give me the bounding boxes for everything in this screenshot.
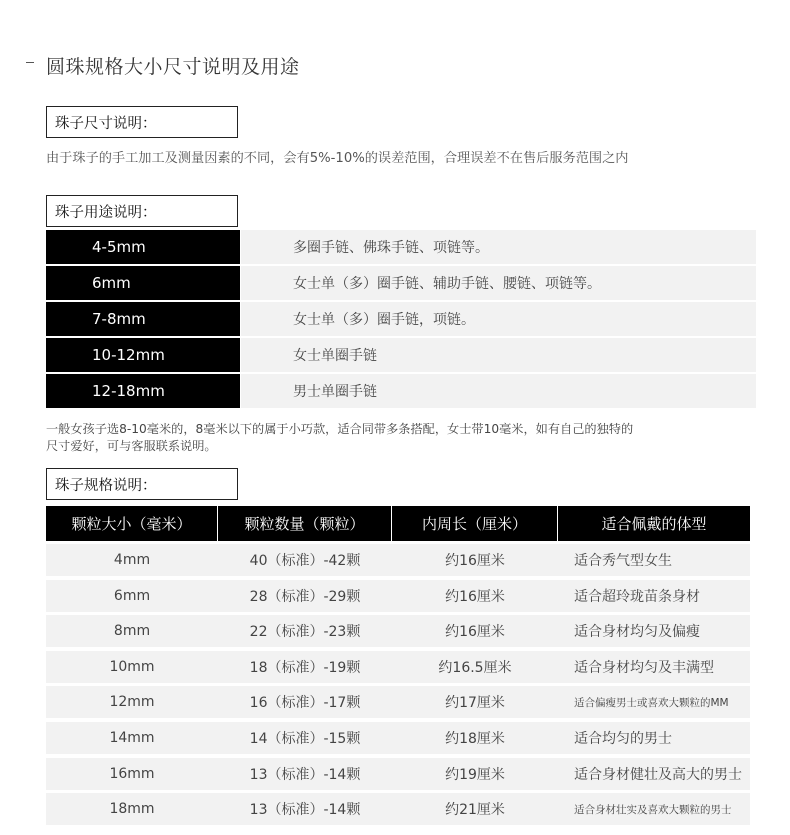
size-section-label: 珠子尺寸说明： [46,106,238,138]
table-row [46,580,750,612]
usage-row [46,338,756,372]
cell-body: 适合身材均匀及偏瘦 [574,624,700,641]
table-row [46,651,750,683]
usage-size: 6mm [46,266,240,300]
cell-count: 28（标准）-29颗 [249,588,361,605]
cell-size: 4mm [113,552,151,568]
cell-length: 约21厘米 [445,802,505,819]
table-row [46,686,750,718]
cell-length: 约18厘米 [445,730,505,747]
cell-length: 约16厘米 [445,624,505,641]
usage-row [46,230,756,264]
usage-desc: 多圈手链、佛珠手链、项链等。 [241,230,756,264]
cell-body: 适合身材均匀及丰满型 [574,659,714,676]
cell-count: 13（标准）-14颗 [249,766,361,783]
cell-size: 10mm [109,658,155,675]
cell-count: 16（标准）-17颗 [249,695,361,712]
usage-table [46,230,756,410]
table-row [46,722,750,754]
cell-size: 12mm [109,694,155,711]
cell-count: 14（标准）-15颗 [249,730,361,747]
cell-body: 适合身材健壮及高大的男士 [574,766,742,783]
cell-length: 约16.5厘米 [438,659,512,676]
cell-size: 16mm [109,765,155,782]
table-row [46,615,750,647]
table-row [46,793,750,825]
header-size: 颗粒大小（毫米） [46,506,218,541]
cell-body: 适合偏瘦男士或喜欢大颗粒的MM [574,696,729,709]
size-section-text: 由于珠子的手工加工及测量因素的不同，会有5%-10%的误差范围，合理误差不在售后服务范围之内 [46,151,629,166]
cell-count: 22（标准）-23颗 [249,624,361,641]
spec-table-header [46,506,750,541]
usage-note-line1: 一般女孩子选8-10毫米的，8毫米以下的属于小巧款，适合同带多条搭配，女士带10毫米，如有自己的独特的 [46,422,634,436]
cell-count: 18（标准）-19颗 [249,659,361,676]
cell-body: 适合超玲珑苗条身材 [574,588,700,605]
header-length: 内周长（厘米） [392,506,558,541]
cell-length: 约19厘米 [445,766,505,783]
spec-table [46,506,750,829]
cell-length: 约17厘米 [445,695,505,712]
usage-row [46,374,756,408]
table-row [46,544,750,576]
cell-length: 约16厘米 [445,553,505,569]
usage-desc: 女士单（多）圈手链，项链。 [241,302,756,336]
usage-desc: 女士单（多）圈手链、辅助手链、腰链、项链等。 [241,266,756,300]
usage-desc: 女士单圈手链 [241,338,756,372]
usage-note-line2: 尺寸爱好，可与客服联系说明。 [46,439,217,453]
cell-body: 适合均匀的男士 [574,730,672,747]
cell-length: 约16厘米 [445,588,505,605]
cell-count: 13（标准）-14颗 [249,802,361,819]
page-title-row [26,52,300,78]
cell-size: 18mm [109,801,155,818]
usage-size: 10-12mm [46,338,240,372]
usage-note [46,421,633,455]
cell-body: 适合身材壮实及喜欢大颗粒的男士 [574,803,732,816]
dash-icon [26,62,34,63]
usage-size: 4-5mm [46,230,240,264]
usage-row [46,266,756,300]
header-count: 颗粒数量（颗粒） [218,506,392,541]
usage-section-label: 珠子用途说明： [46,195,238,227]
cell-size: 6mm [113,587,151,604]
table-row [46,758,750,790]
cell-size: 8mm [113,623,151,640]
spec-rows [46,544,750,825]
usage-desc: 男士单圈手链 [241,374,756,408]
usage-size: 7-8mm [46,302,240,336]
header-body: 适合佩戴的体型 [601,515,707,533]
spec-section-label: 珠子规格说明： [46,468,238,500]
usage-size: 12-18mm [46,374,240,408]
cell-count: 40（标准）-42颗 [249,553,361,569]
usage-row [46,302,756,336]
cell-size: 14mm [109,729,155,746]
cell-body: 适合秀气型女生 [574,553,672,569]
page-title: 圆珠规格大小尺寸说明及用途 [46,55,300,78]
